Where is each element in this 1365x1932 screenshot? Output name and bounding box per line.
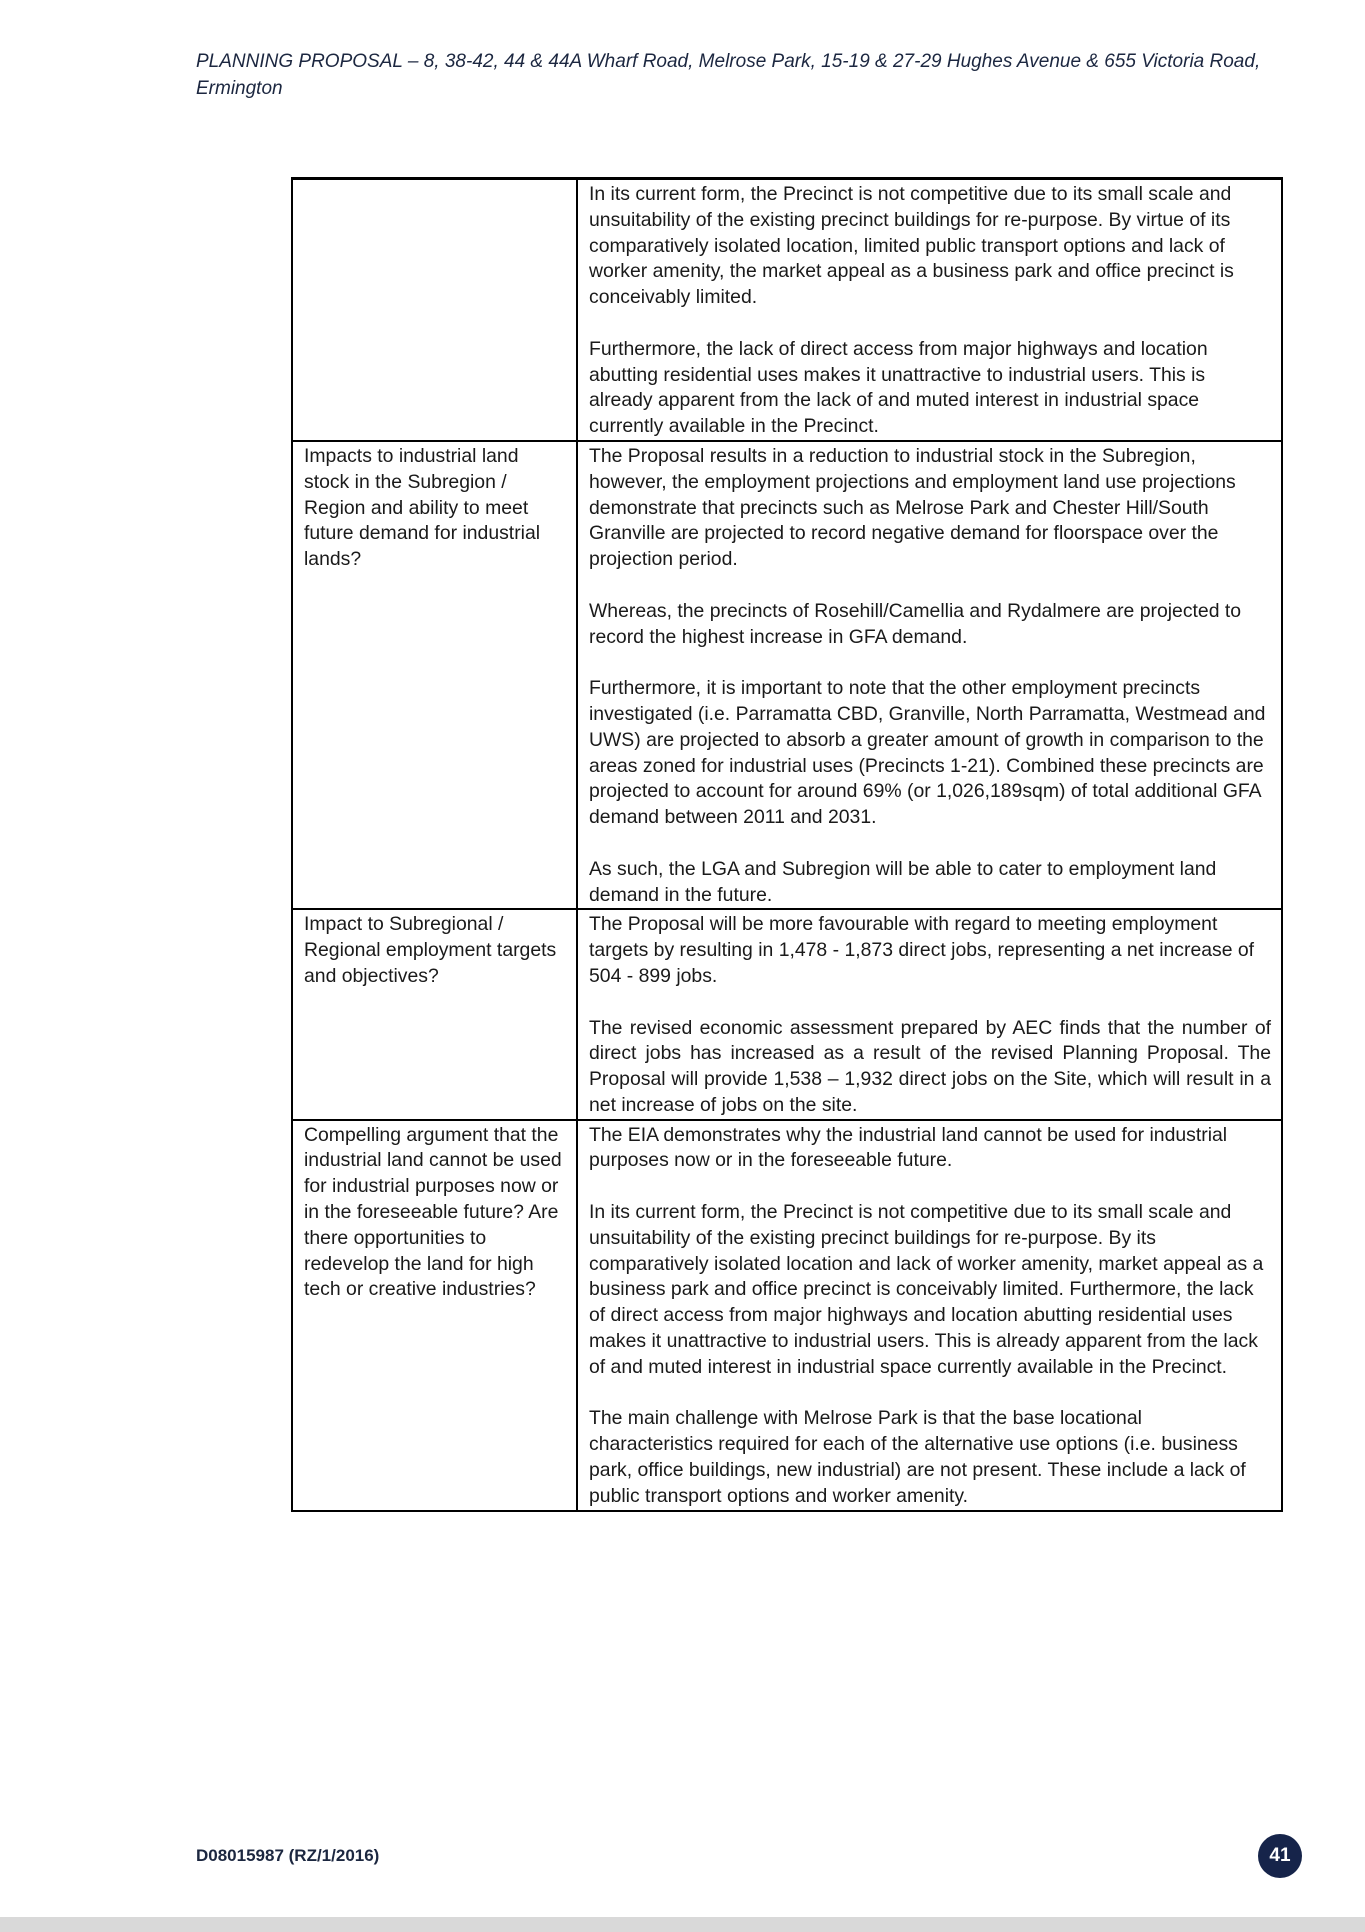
paragraph: In its current form, the Precinct is not competitive due to its small scale and unsuitability of the existing precinct buildings for re-purpose. By its comparatively isolated location and lack of worker amenity, market appeal as a business park and office precinct is conceivably limited. Furthermore, the lack of direct access from major highways and location abutting residential uses makes it unattractive to industrial users. This is already apparent from the lack of and muted interest in industrial space currently available in the Precinct. <box>589 1201 1264 1378</box>
table-row <box>292 909 1282 1119</box>
page-number-badge: 41 <box>1258 1834 1302 1878</box>
paragraph: The main challenge with Melrose Park is that the base locational characteristics required for each of the alternative use options (i.e. business park, office buildings, new industrial) are not present. These include a lack of public transport options and worker amenity. <box>589 1407 1246 1507</box>
row-content-cell <box>577 1120 1282 1511</box>
paragraph: Whereas, the precincts of Rosehill/Camellia and Rydalmere are projected to record the highest increase in GFA demand. <box>589 599 1242 648</box>
paragraph: The Proposal results in a reduction to industrial stock in the Subregion, however, the employment projections and employment land use projections demonstrate that precincts such as Melrose Park and Chester Hill/South Granville are projected to record negative demand for floorspace over the projection period. <box>589 444 1236 571</box>
row-label-cell: Impacts to industrial land stock in the Subregion / Region and ability to meet future demand for industrial lands? <box>292 441 577 909</box>
table-row <box>292 1120 1282 1511</box>
table-row <box>292 179 1282 441</box>
page-bottom-edge <box>0 1917 1365 1932</box>
row-label-cell <box>292 179 577 441</box>
row-content-cell <box>577 441 1282 909</box>
paragraph: Furthermore, the lack of direct access from major highways and location abutting residential uses makes it unattractive to industrial users. This is already apparent from the lack of and muted interest in industrial space currently available in the Precinct. <box>589 337 1208 438</box>
row-content-cell <box>577 909 1282 1119</box>
row-content-cell <box>577 179 1282 441</box>
document-reference: D08015987 (RZ/1/2016) <box>196 1846 380 1865</box>
paragraph: Furthermore, it is important to note that the other employment precincts investigated (i.e. Parramatta CBD, Granville, North Parramatta, Westmead and UWS) are projected to absorb a greater amount of growth in comparison to the areas zoned for industrial uses (Precincts 1-21). Combined these precincts are projected to account for around 69% (or 1,026,189sqm) of total additional GFA demand between 2011 and 2031. <box>589 677 1266 829</box>
header-title-line-1: PLANNING PROPOSAL – 8, 38-42, 44 & 44A Wharf Road, Melrose Park, 15-19 & 27-29 Hughes Avenue & 655 Victoria Road, <box>196 51 1261 72</box>
table-row <box>292 441 1282 909</box>
paragraph: In its current form, the Precinct is not competitive due to its small scale and unsuitability of the existing precinct buildings for re-purpose. By virtue of its comparatively isolated location, limited public transport options and lack of worker amenity, the market appeal as a business park and office precinct is conceivably limited. <box>589 183 1234 309</box>
assessment-table <box>291 177 1283 1512</box>
header-title-line-2: Ermington <box>196 78 283 99</box>
row-label-cell: Impact to Subregional / Regional employment targets and objectives? <box>292 909 577 1119</box>
paragraph: The revised economic assessment prepared by AEC finds that the number of direct jobs has increased as a result of the revised Planning Proposal. The Proposal will provide 1,538 – 1,932 direct jobs on the Site, which will result in a net increase of jobs on the site. <box>589 1016 1271 1116</box>
paragraph: The EIA demonstrates why the industrial land cannot be used for industrial purposes now or in the foreseeable future. <box>589 1123 1228 1172</box>
page-header <box>196 48 1276 102</box>
paragraph: The Proposal will be more favourable with regard to meeting employment targets by resulting in 1,478 - 1,873 direct jobs, representing a net increase of 504 - 899 jobs. <box>589 913 1255 987</box>
row-label-cell: Compelling argument that the industrial land cannot be used for industrial purposes now or in the foreseeable future? Are there opportunities to redevelop the land for high tech or creative industries? <box>292 1120 577 1511</box>
paragraph: As such, the LGA and Subregion will be able to cater to employment land demand in the future. <box>589 857 1217 906</box>
